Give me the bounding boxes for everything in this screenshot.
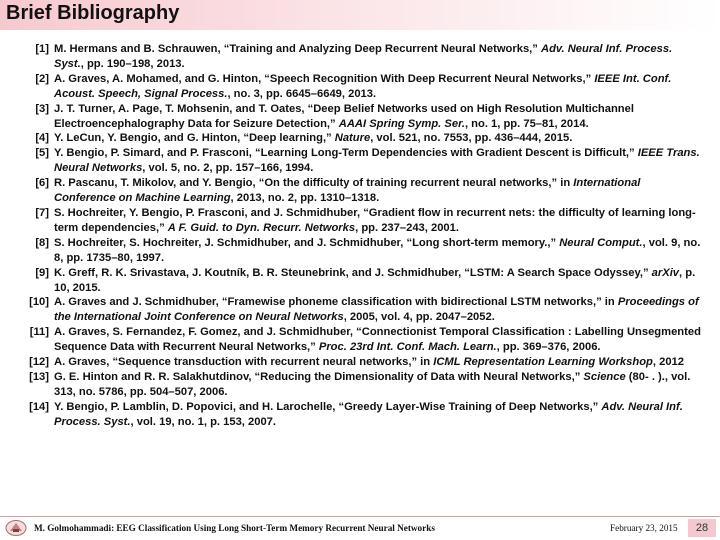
reference-item bbox=[14, 325, 704, 355]
reference-list bbox=[14, 42, 704, 430]
reference-item bbox=[14, 266, 704, 296]
reference-text bbox=[54, 206, 704, 236]
reference-number: [14] bbox=[29, 400, 49, 413]
reference-number: [5] bbox=[35, 147, 49, 160]
reference-text bbox=[54, 42, 704, 72]
reference-venue: International Conference on Machine Learning bbox=[54, 177, 641, 205]
reference-authors-title: S. Hochreiter, S. Hochreiter, J. Schmidhuber, and J. Schmidhuber, “Long short-term memory.,” bbox=[54, 236, 560, 249]
reference-text bbox=[54, 266, 704, 296]
reference-details: , vol. 5, no. 2, pp. 157–166, 1994. bbox=[142, 162, 314, 175]
reference-text bbox=[54, 72, 704, 102]
reference-authors-title: G. E. Hinton and R. R. Salakhutdinov, “Reducing the Dimensionality of Data with Neural Networks,” bbox=[54, 370, 584, 383]
reference-number: [9] bbox=[35, 266, 49, 279]
reference-item bbox=[14, 206, 704, 236]
reference-venue: IEEE Trans. Neural Networks bbox=[54, 147, 700, 175]
reference-authors-title: Y. LeCun, Y. Bengio, and G. Hinton, “Deep learning,” bbox=[54, 132, 335, 145]
reference-details: , no. 3, pp. 6645–6649, 2013. bbox=[227, 87, 377, 100]
reference-details: , p. 10, 2015. bbox=[54, 266, 696, 294]
reference-authors-title: A. Graves, “Sequence transduction with recurrent neural networks,” in bbox=[54, 356, 434, 369]
reference-number: [11] bbox=[29, 326, 49, 339]
reference-venue: Proceedings of the International Joint Conference on Neural Networks bbox=[54, 296, 699, 324]
reference-text bbox=[54, 102, 704, 132]
reference-text bbox=[54, 131, 704, 146]
reference-number: [1] bbox=[35, 43, 49, 55]
reference-item bbox=[14, 42, 704, 72]
reference-text bbox=[54, 355, 704, 370]
reference-details: , 2012 bbox=[652, 356, 684, 369]
reference-item bbox=[14, 370, 704, 400]
reference-authors-title: S. Hochreiter, Y. Bengio, P. Frasconi, and J. Schmidhuber, “Gradient flow in recurrent nets: the difficulty of learning long-term dependencies,” bbox=[54, 206, 696, 234]
reference-authors-title: R. Pascanu, T. Mikolov, and Y. Bengio, “On the difficulty of training recurrent neural networks,” in bbox=[54, 177, 574, 190]
reference-details: , pp. 237–243, 2001. bbox=[355, 221, 459, 234]
reference-item bbox=[14, 146, 704, 176]
reference-text bbox=[54, 400, 704, 430]
reference-venue: Nature bbox=[334, 132, 371, 145]
reference-authors-title: J. T. Turner, A. Page, T. Mohsenin, and T. Oates, “Deep Belief Networks used on High Resolution Multichannel Electroencephalography Data for Seizure Detection,” bbox=[54, 102, 634, 130]
reference-number: [4] bbox=[35, 132, 49, 145]
reference-item bbox=[14, 295, 704, 325]
reference-item bbox=[14, 400, 704, 430]
reference-number: [3] bbox=[35, 102, 49, 115]
reference-item bbox=[14, 236, 704, 266]
reference-details: , vol. 19, no. 1, p. 153, 2007. bbox=[130, 415, 277, 428]
reference-venue: A F. Guid. to Dyn. Recurr. Networks bbox=[167, 221, 356, 234]
reference-item bbox=[14, 176, 704, 206]
page-number-badge: 28 bbox=[688, 519, 716, 537]
reference-details: , pp. 369–376, 2006. bbox=[496, 341, 601, 354]
reference-text bbox=[54, 176, 704, 206]
reference-details: , 2005, vol. 4, pp. 2047–2052. bbox=[343, 311, 495, 324]
reference-venue: Adv. Neural Inf. Process. Syst. bbox=[54, 43, 673, 70]
footer-text: M. Golmohammadi: EEG Classification Using Long Short-Term Memory Recurrent Neural Networks bbox=[34, 523, 435, 533]
reference-number: [10] bbox=[29, 296, 49, 309]
reference-authors-title: Y. Bengio, P. Lamblin, D. Popovici, and H. Larochelle, “Greedy Layer-Wise Training of Deep Networks,” bbox=[54, 400, 602, 413]
reference-authors-title: M. Hermans and B. Schrauwen, “Training and Analyzing Deep Recurrent Neural Networks,” bbox=[54, 43, 541, 55]
reference-number: [2] bbox=[35, 72, 49, 85]
reference-details: , pp. 190–198, 2013. bbox=[80, 57, 185, 70]
footer-date: February 23, 2015 bbox=[610, 523, 678, 533]
reference-details: , no. 1, pp. 75–81, 2014. bbox=[464, 117, 589, 130]
slide-title: Brief Bibliography bbox=[6, 2, 180, 24]
reference-authors-title: A. Graves, S. Fernandez, F. Gomez, and J. Schmidhuber, “Connectionist Temporal Classification : Labelling Unsegmented Sequence Data with Recurrent Neural Networks,” bbox=[54, 326, 701, 354]
reference-number: [8] bbox=[35, 236, 49, 249]
reference-venue: IEEE Int. Conf. Acoust. Speech, Signal Process. bbox=[54, 72, 672, 100]
reference-venue: ICML Representation Learning Workshop bbox=[433, 356, 653, 369]
reference-venue: Adv. Neural Inf. Process. Syst. bbox=[54, 400, 683, 428]
reference-authors-title: Y. Bengio, P. Simard, and P. Frasconi, “Learning Long-Term Dependencies with Gradient Descent is Difficult,” bbox=[54, 147, 638, 160]
slide-footer bbox=[0, 517, 720, 540]
reference-number: [6] bbox=[35, 177, 49, 190]
reference-text bbox=[54, 295, 704, 325]
reference-venue: arXiv bbox=[651, 266, 680, 279]
reference-venue: Neural Comput. bbox=[559, 236, 643, 249]
reference-number: [7] bbox=[35, 206, 49, 219]
reference-number: [13] bbox=[29, 370, 49, 383]
reference-item bbox=[14, 102, 704, 132]
reference-venue: AAAI Spring Symp. Ser. bbox=[338, 117, 465, 130]
reference-text bbox=[54, 370, 704, 400]
reference-details: (80- . )., vol. 313, no. 5786, pp. 504–507, 2006. bbox=[54, 370, 691, 398]
reference-text bbox=[54, 325, 704, 355]
reference-item bbox=[14, 355, 704, 370]
reference-text bbox=[54, 236, 704, 266]
reference-authors-title: A. Graves, A. Mohamed, and G. Hinton, “Speech Recognition With Deep Recurrent Neural Networks,” bbox=[54, 72, 595, 85]
reference-item bbox=[14, 131, 704, 146]
reference-item bbox=[14, 72, 704, 102]
reference-number: [12] bbox=[29, 356, 49, 369]
reference-venue: Proc. 23rd Int. Conf. Mach. Learn. bbox=[318, 341, 497, 354]
reference-details: , vol. 521, no. 7553, pp. 436–444, 2015. bbox=[370, 132, 573, 145]
university-seal-icon bbox=[4, 519, 28, 537]
reference-details: , 2013, no. 2, pp. 1310–1318. bbox=[230, 192, 380, 205]
reference-venue: Science bbox=[583, 370, 626, 383]
reference-text bbox=[54, 146, 704, 176]
reference-authors-title: A. Graves and J. Schmidhuber, “Framewise phoneme classification with bidirectional LSTM networks,” in bbox=[54, 296, 618, 309]
reference-authors-title: K. Greff, R. K. Srivastava, J. Koutník, B. R. Steunebrink, and J. Schmidhuber, “LSTM: A Search Space Odyssey,” bbox=[54, 266, 652, 279]
reference-details: , vol. 9, no. 8, pp. 1735–80, 1997. bbox=[54, 236, 701, 264]
